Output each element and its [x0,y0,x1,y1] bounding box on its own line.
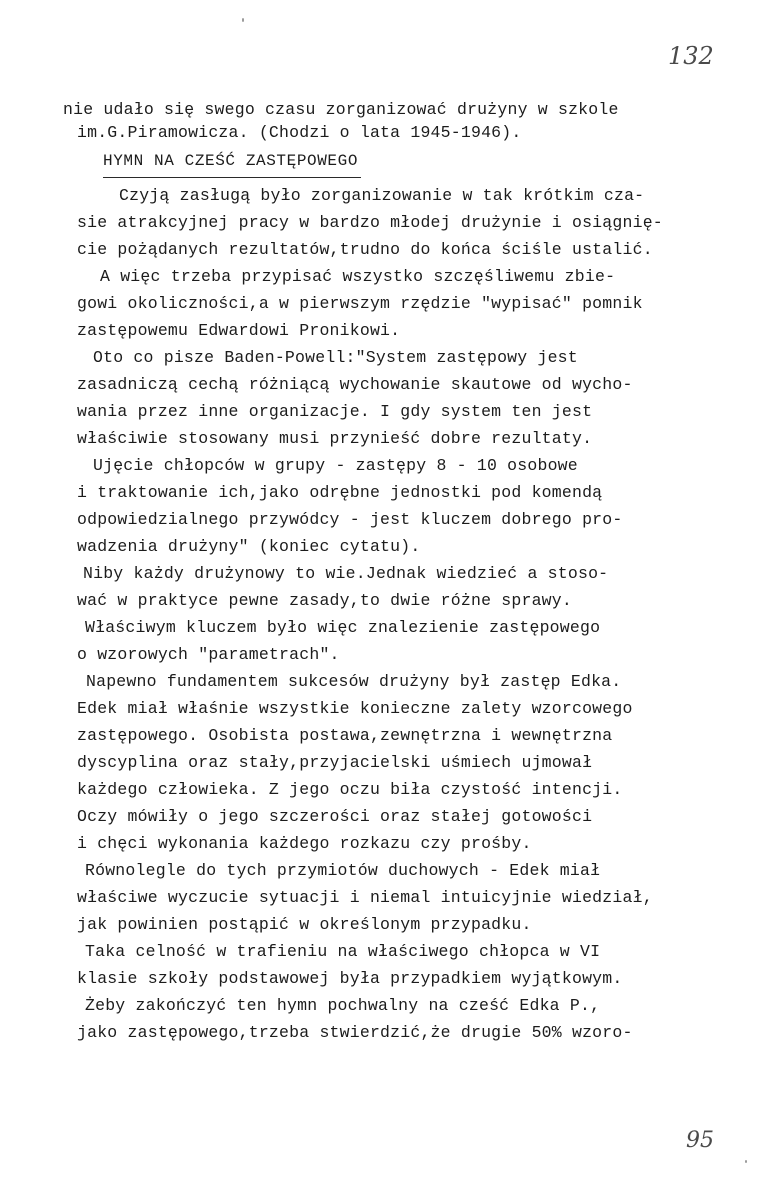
page-number-bottom: 95 [686,1128,714,1153]
text-line: Właściwym kluczem było więc znalezienie zastępowego [85,618,601,637]
text-line: jako zastępowego,trzeba stwierdzić,że drugie 50% wzoro- [77,1023,633,1042]
text-line: jak powinien postąpić w określonym przypadku. [77,915,532,934]
paper-speck [242,18,244,22]
text-line: i traktowanie ich,jako odrębne jednostki pod komendą [77,483,603,502]
section-heading: HYMN NA CZEŚĆ ZASTĘPOWEGO [103,152,359,170]
text-line: gowi okoliczności,a w pierwszym rzędzie "wypisać" pomnik [77,294,643,313]
text-line: dyscyplina oraz stały,przyjacielski uśmiech ujmował [77,753,593,772]
text-line: i chęci wykonania każdego rozkazu czy prośby. [77,834,532,853]
text-line: o wzorowych "parametrach". [77,645,340,664]
text-line: im.G.Piramowicza. (Chodzi o lata 1945-1946). [77,123,522,142]
text-line: Ujęcie chłopców w grupy - zastępy 8 - 10 osobowe [93,456,578,475]
text-line: Taka celność w trafieniu na właściwego chłopca w VI [85,942,601,961]
text-line: właściwie stosowany musi przynieść dobre rezultaty. [77,429,593,448]
text-line: Oto co pisze Baden-Powell:"System zastępowy jest [93,348,578,367]
text-line: Żeby zakończyć ten hymn pochwalny na cześć Edka P., [85,996,601,1015]
page-number-top: 132 [668,42,714,70]
paper-speck [745,1160,747,1163]
text-line: odpowiedzialnego przywódcy - jest kluczem dobrego pro- [77,510,623,529]
text-line: zastępowemu Edwardowi Pronikowi. [77,321,401,340]
text-line: zastępowego. Osobista postawa,zewnętrzna i wewnętrzna [77,726,613,745]
text-line: cie pożądanych rezultatów,trudno do końca ściśle ustalić. [77,240,653,259]
text-line: każdego człowieka. Z jego oczu biła czystość intencji. [77,780,623,799]
text-line: wadzenia drużyny" (koniec cytatu). [77,537,421,556]
text-line: Czyją zasługą było zorganizowanie w tak krótkim cza- [119,186,645,205]
text-line: wania przez inne organizacje. I gdy system ten jest [77,402,593,421]
text-line: nie udało się swego czasu zorganizować drużyny w szkole [63,100,619,119]
text-line: właściwe wyczucie sytuacji i niemal intuicyjnie wiedział, [77,888,653,907]
heading-underline [103,177,361,178]
text-line: Napewno fundamentem sukcesów drużyny był zastęp Edka. [86,672,622,691]
text-line: sie atrakcyjnej pracy w bardzo młodej drużynie i osiągnię- [77,213,663,232]
text-line: wać w praktyce pewne zasady,to dwie różne sprawy. [77,591,572,610]
text-line: klasie szkoły podstawowej była przypadkiem wyjątkowym. [77,969,623,988]
text-line: Równolegle do tych przymiotów duchowych - Edek miał [85,861,601,880]
text-line: zasadniczą cechą różniącą wychowanie skautowe od wycho- [77,375,633,394]
text-line: Niby każdy drużynowy to wie.Jednak wiedzieć a stoso- [83,564,609,583]
text-line: Oczy mówiły o jego szczerości oraz stałej gotowości [77,807,593,826]
text-line: A więc trzeba przypisać wszystko szczęśliwemu zbie- [100,267,616,286]
text-line: Edek miał właśnie wszystkie konieczne zalety wzorcowego [77,699,633,718]
